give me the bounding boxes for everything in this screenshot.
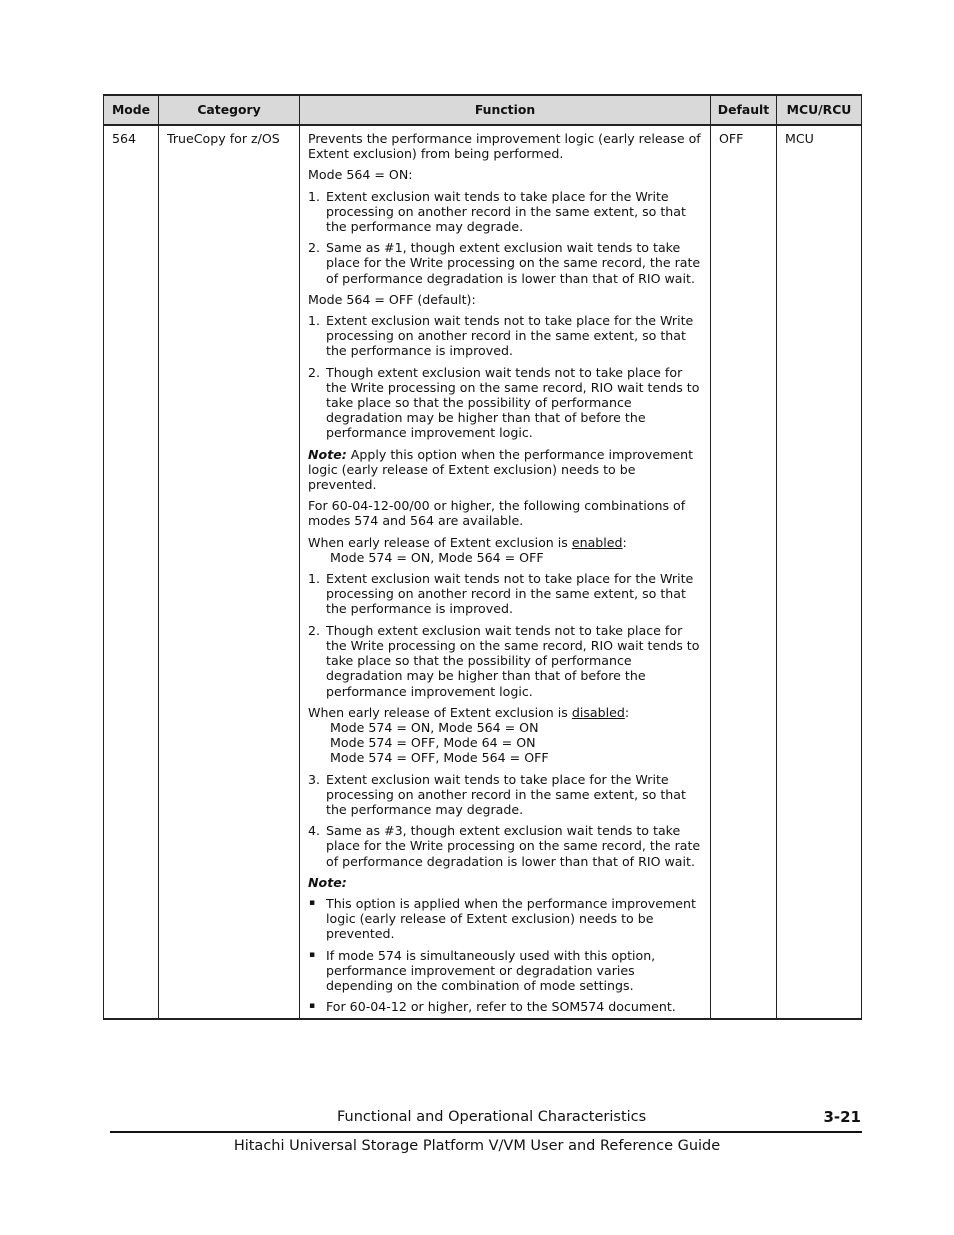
enabled-word: enabled [571,534,623,550]
list-item [308,189,702,235]
disabled-colon: : [624,704,630,720]
list-text: Same as #1, though extent exclusion wait tends to take place for the Write processing on the same record, the rate of performance degradation is lower than that of RIO wait. [326,240,701,286]
list-item [308,571,702,617]
list-text: Extent exclusion wait tends to take place for the Write processing on another record in the same extent, so that the performance may degrade. [326,771,686,817]
note-heading: Note: [308,874,347,890]
list-text: Extent exclusion wait tends not to take place for the Write processing on another record in the same extent, so that the performance is improved. [326,313,694,359]
list-marker: 2. [308,622,321,638]
list-text: Though extent exclusion wait tends not to take place for the Write processing on the same record, RIO wait tends to take place so that the possibility of performance degradation may be higher than that of before the performance improvement logic. [326,622,700,699]
disabled-paragraph [308,705,702,766]
note-text: Apply this option when the performance improvement logic (early release of Extent exclusion) needs to be prevented. [308,446,694,493]
header-default: Default [711,95,777,125]
list-item [308,823,702,869]
bullet-icon: ▪ [309,1001,316,1012]
list-item [308,240,702,286]
list-marker: 4. [308,823,321,839]
list-item [308,623,702,699]
cell-category: TrueCopy for z/OS [159,125,300,1019]
disabled-combo: Mode 574 = ON, Mode 564 = ON [330,719,539,735]
bullet-text: If mode 574 is simultaneously used with this option, performance improvement or degradation varies depending on the combination of mode settings. [326,947,656,993]
combinations-intro: For 60-04-12-00/00 or higher, the following combinations of modes 574 and 564 are available. [308,498,686,529]
function-intro: Prevents the performance improvement logic (early release of Extent exclusion) from being performed. [308,131,701,162]
footer-section-title: Functional and Operational Characteristics [337,1109,647,1125]
list-text: Extent exclusion wait tends not to take place for the Write processing on another record in the same extent, so that the performance is improved. [326,571,694,617]
list-text: Though extent exclusion wait tends not to take place for the Write processing on the same record, RIO wait tends to take place so that the possibility of performance degradation may be higher than that of before the performance improvement logic. [326,364,700,441]
header-function: Function [300,95,711,125]
list-text: Extent exclusion wait tends to take place for the Write processing on another record in the same extent, so that the performance may degrade. [326,188,686,235]
header-mcu-rcu: MCU/RCU [777,95,862,125]
list-marker: 1. [308,313,321,329]
mode-table [103,94,862,1020]
mode-on-heading: Mode 564 = ON: [308,167,413,183]
cell-mode: 564 [104,125,159,1019]
note-label: Note: [308,446,347,462]
list-item [308,313,702,359]
list-text: Same as #3, though extent exclusion wait tends to take place for the Write processing on the same record, the rate of performance degradation is lower than that of RIO wait. [326,823,701,869]
table-header-row [104,95,862,125]
bullet-item [308,896,702,942]
note-paragraph [308,447,702,493]
bullet-item [308,948,702,994]
list-marker: 3. [308,771,321,787]
bullet-icon: ▪ [309,949,316,960]
bullet-item [308,999,702,1014]
header-mode: Mode [104,95,159,125]
disabled-combo: Mode 574 = OFF, Mode 564 = OFF [330,750,549,766]
page-number: 3-21 [823,1108,861,1126]
table-row [104,125,862,1019]
footer-document-title: Hitachi Universal Storage Platform V/VM User and Reference Guide [233,1138,721,1154]
list-item [308,365,702,441]
list-marker: 2. [308,364,321,380]
disabled-word: disabled [571,704,625,720]
enabled-combo: Mode 574 = ON, Mode 564 = OFF [330,549,544,565]
enabled-paragraph [308,535,702,565]
enabled-colon: : [622,534,627,550]
list-marker: 1. [308,571,321,587]
cell-default: OFF [711,125,777,1019]
list-marker: 1. [308,188,321,204]
header-category: Category [159,95,300,125]
bullet-text: This option is applied when the performance improvement logic (early release of Extent exclusion) needs to be prevented. [326,895,696,942]
footer-divider [110,1131,862,1133]
mode-off-heading: Mode 564 = OFF (default): [308,291,476,307]
disabled-prefix: When early release of Extent exclusion is [308,704,572,720]
list-marker: 2. [308,240,321,256]
bullet-text: For 60-04-12 or higher, refer to the SOM574 document. [326,999,676,1015]
disabled-combo: Mode 574 = OFF, Mode 64 = ON [330,735,536,751]
enabled-prefix: When early release of Extent exclusion is [308,534,572,550]
cell-mcu-rcu: MCU [777,125,862,1019]
cell-function [300,125,711,1019]
bullet-icon: ▪ [309,897,316,908]
list-item [308,772,702,818]
